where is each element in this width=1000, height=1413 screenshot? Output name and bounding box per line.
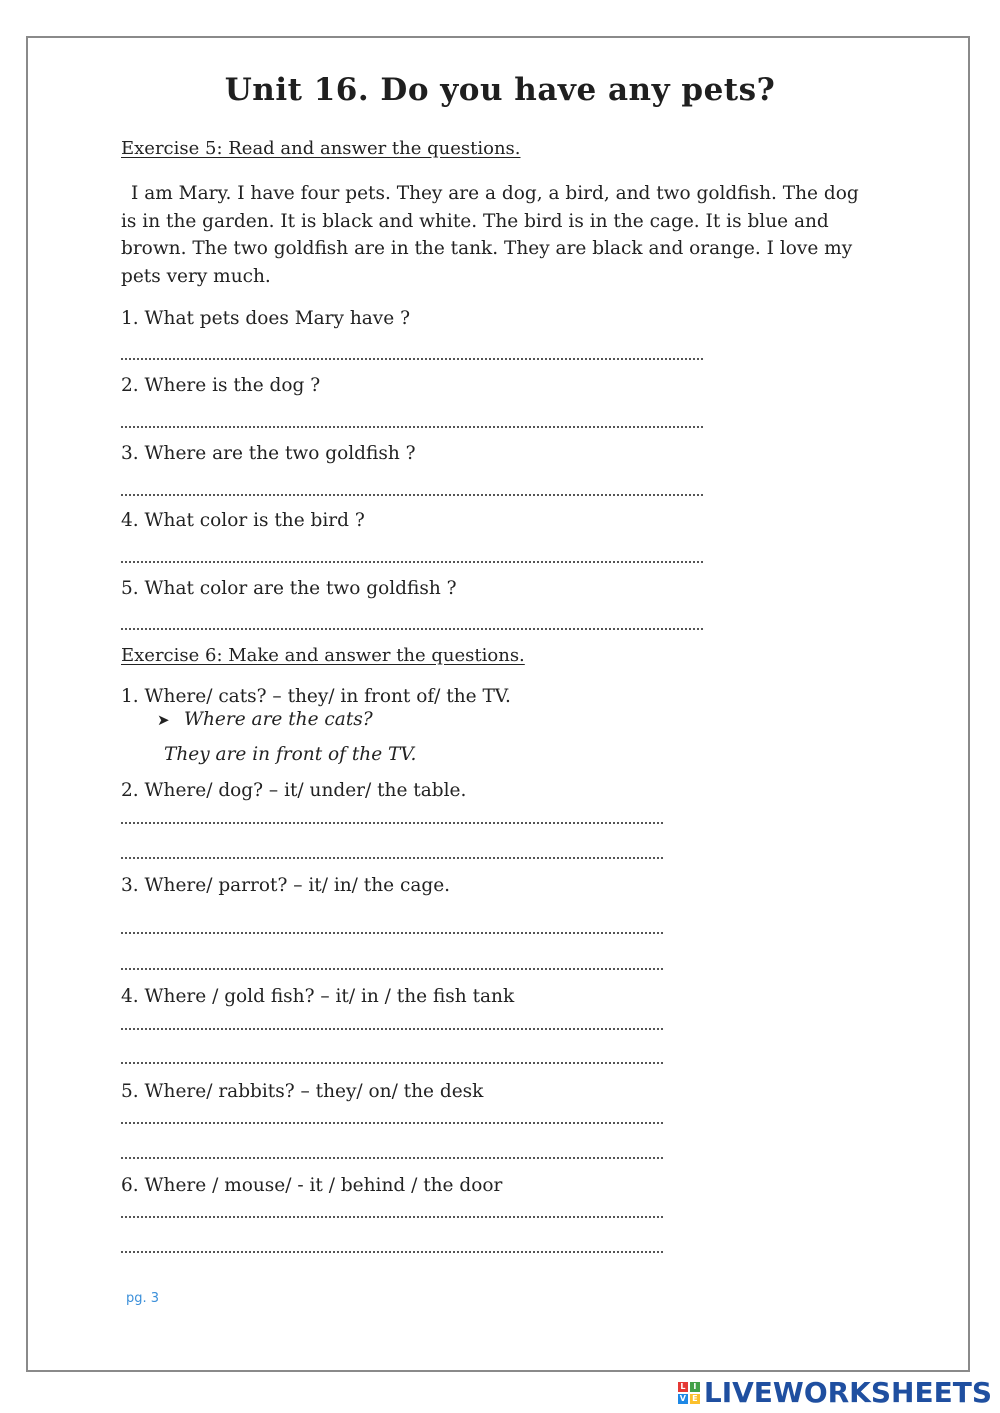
ex6-item-5-line-2[interactable] bbox=[121, 1155, 663, 1159]
arrow-bullet-icon: ➤ bbox=[157, 711, 170, 729]
liveworksheets-icon bbox=[678, 1382, 700, 1404]
ex6-example-prompt: 1. Where/ cats? – they/ in front of/ the TV. bbox=[121, 686, 511, 707]
exercise-6-heading: Exercise 6: Make and answer the questions. bbox=[121, 645, 525, 666]
ex5-question-4: 4. What color is the bird ? bbox=[121, 510, 365, 531]
ex6-item-3-line-2[interactable] bbox=[121, 966, 663, 970]
ex5-question-5: 5. What color are the two goldfish ? bbox=[121, 578, 457, 599]
ex6-item-3-line-1[interactable] bbox=[121, 930, 663, 934]
reading-passage: I am Mary. I have four pets. They are a dog, a bird, and two goldfish. The dog is in the garden. It is black and white. The bird is in the cage. It is blue and brown. The two goldfish are in the tank. They are black and orange. I love my pets very much. bbox=[121, 183, 859, 287]
ex6-item-4-line-1[interactable] bbox=[121, 1026, 663, 1030]
page-title: Unit 16. Do you have any pets? bbox=[224, 72, 776, 108]
ex6-item-2-line-1[interactable] bbox=[121, 820, 663, 824]
ex5-answer-line-4[interactable] bbox=[121, 559, 703, 563]
ex6-item-2-line-2[interactable] bbox=[121, 855, 663, 859]
ex6-item-2: 2. Where/ dog? – it/ under/ the table. bbox=[121, 780, 467, 801]
ex6-item-4-line-2[interactable] bbox=[121, 1060, 663, 1064]
ex6-example-question: Where are the cats? bbox=[184, 709, 373, 730]
ex6-item-6: 6. Where / mouse/ - it / behind / the door bbox=[121, 1175, 503, 1196]
logo-tile-3: V bbox=[679, 1393, 686, 1403]
ex5-answer-line-5[interactable] bbox=[121, 626, 703, 630]
ex5-question-2: 2. Where is the dog ? bbox=[121, 375, 321, 396]
ex6-example-answer: They are in front of the TV. bbox=[164, 744, 417, 765]
logo-tile-1: L bbox=[678, 1382, 688, 1392]
page-number: pg. 3 bbox=[126, 1291, 160, 1306]
ex5-question-3: 3. Where are the two goldfish ? bbox=[121, 443, 416, 464]
ex5-answer-line-2[interactable] bbox=[121, 424, 703, 428]
ex6-item-6-line-1[interactable] bbox=[121, 1214, 663, 1218]
exercise-5-heading: Exercise 5: Read and answer the questions. bbox=[121, 138, 521, 159]
ex6-item-5: 5. Where/ rabbits? – they/ on/ the desk bbox=[121, 1081, 484, 1102]
ex6-item-6-line-2[interactable] bbox=[121, 1249, 663, 1253]
ex5-answer-line-3[interactable] bbox=[121, 492, 703, 496]
liveworksheets-logo[interactable] bbox=[678, 1376, 992, 1409]
logo-tile-2: I bbox=[690, 1382, 700, 1392]
ex6-item-3: 3. Where/ parrot? – it/ in/ the cage. bbox=[121, 875, 451, 896]
ex5-question-1: 1. What pets does Mary have ? bbox=[121, 308, 410, 329]
ex6-item-4: 4. Where / gold fish? – it/ in / the fish tank bbox=[121, 986, 515, 1007]
ex5-answer-line-1[interactable] bbox=[121, 356, 703, 360]
ex6-item-5-line-1[interactable] bbox=[121, 1120, 663, 1124]
brand-name: LIVEWORKSHEETS bbox=[703, 1376, 992, 1409]
logo-tile-4: E bbox=[690, 1394, 700, 1404]
